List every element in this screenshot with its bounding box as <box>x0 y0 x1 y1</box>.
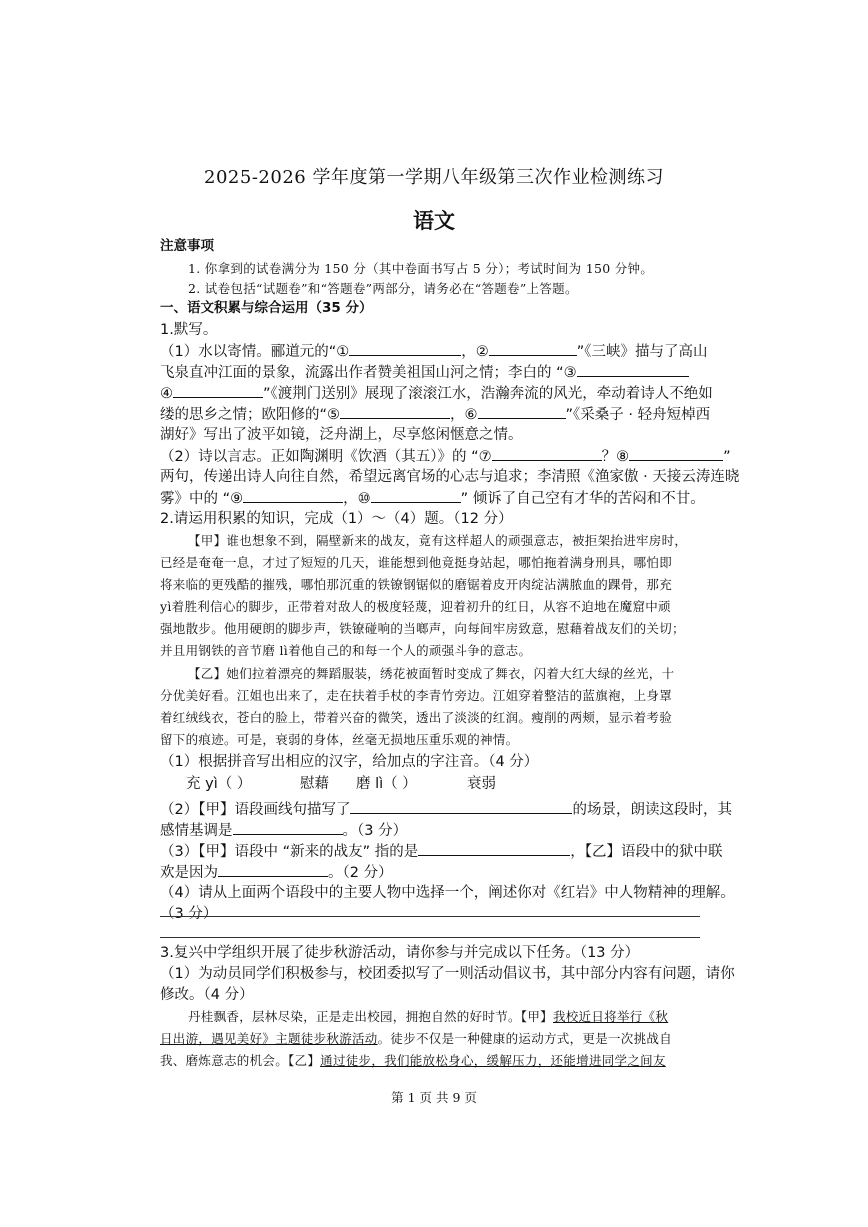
q2-sub-1-item[interactable]: 充 yì（ ） <box>186 776 252 792</box>
q3-sub-1-line-1: （1）为动员同学们积极参与，校团委拟写了一则活动倡议书，其中部分内容有问题，请你 <box>160 966 735 982</box>
q1-line-7: 两句，传递出诗人向往自然，希望远离官场的心志与追求；李清照《渔家傲 · 天接云涛连晓 <box>160 469 740 485</box>
passage-yi-line: 分优美好看。江姐也出来了，走在扶着手杖的李青竹旁边。江姐穿着整洁的蓝旗袍，上身罩 <box>160 688 673 703</box>
q1-line-8: 雾》中的 “⑨ ，⑩ ” 倾诉了自己空有才华的苦闷和不甘。 <box>160 488 705 509</box>
notice-item-2: 2. 试卷包括“试题卷”和“答题卷”两部分，请务必在“答题卷”上答题。 <box>188 281 578 296</box>
blank-q2-2b[interactable] <box>233 820 343 835</box>
blank-q2-2a[interactable] <box>350 799 572 814</box>
exam-title: 2025-2026 学年度第一学期八年级第三次作业检测练习 <box>204 167 664 188</box>
blank-8[interactable] <box>629 446 723 461</box>
passage-jia-line: 将来临的更残酷的摧残，哪怕那沉重的铁镣钢锯似的磨锯着皮开肉绽沾满脓血的踝骨，那充 <box>160 577 673 592</box>
q1-line-4: 缕的思乡之情；欧阳修的“⑤ ，⑥ ”《采桑子 · 轻舟短棹西 <box>160 404 710 425</box>
blank-1[interactable] <box>349 341 461 356</box>
blank-9[interactable] <box>243 488 343 503</box>
proposal-line-3: 我、磨炼意志的机会。【乙】通过徒步，我们能放松身心，缓解压力，还能增进同学之间友 <box>160 1053 666 1068</box>
blank-10[interactable] <box>371 488 461 503</box>
blank-2[interactable] <box>489 341 577 356</box>
q2-sub-1-item: 衰弱 <box>467 776 496 792</box>
q2-sub-1-item: 慰藉 <box>300 776 329 792</box>
passage-yi-line: 【乙】她们拉着漂亮的舞蹈服装，绣花被面暂时变成了舞衣，闪着大红大绿的丝光，十 <box>188 666 675 681</box>
q1-line-5: 湖好》写出了波平如镜，泛舟湖上，尽享悠闲惬意之情。 <box>160 427 523 443</box>
q2-sub-1-item[interactable]: 磨 lì（ ） <box>356 776 417 792</box>
blank-5[interactable] <box>340 404 450 419</box>
passage-jia-line: 强地散步。他用硬朗的脚步声，铁镣碰响的当啷声，向每间牢房致意，慰藉着战友们的关切； <box>160 621 685 636</box>
q2-sub-2-line-2: 感情基调是 。（3 分） <box>160 820 407 841</box>
q2-sub-4-line-2: （3 分） <box>160 906 218 922</box>
q2-sub-1: （1）根据拼音写出相应的汉字，给加点的字注音。（4 分） <box>160 754 539 770</box>
passage-jia-line: 已经是奄奄一息，才过了短短的几天，谁能想到他竟挺身站起，哪怕拖着满身刑具，哪怕即 <box>160 555 673 570</box>
passage-yi-line: 留下的痕迹。可是，衰弱的身体，丝毫无损地压重乐观的神情。 <box>160 732 519 747</box>
passage-jia-line: 并且用钢铁的音节磨 lì着他自己的和每一个人的顽强斗争的意志。 <box>160 643 532 658</box>
blank-7[interactable] <box>492 446 602 461</box>
proposal-line-1: 丹桂飘香，层林尽染，正是走出校园，拥抱自然的好时节。【甲】我校近日将举行《秋 <box>188 1009 669 1024</box>
answer-line[interactable] <box>160 937 700 938</box>
notice-heading: 注意事项 <box>160 238 214 254</box>
passage-jia-line: yì着胜利信心的脚步，正带着对敌人的极度轻蔑，迎着初升的红日，从容不迫地在魔窟中顽 <box>160 599 671 614</box>
blank-q2-3a[interactable] <box>418 841 570 856</box>
q3-sub-1-line-2: 修改。（4 分） <box>160 987 254 1003</box>
proposal-line-2: 日出游，遇见美好》主题徒步秋游活动。徒步不仅是一种健康的运动方式，更是一次挑战自 <box>160 1031 673 1046</box>
passage-jia-line: 【甲】谁也想象不到，隔壁新来的战友，竟有这样超人的顽强意志，被拒架抬进牢房时， <box>188 533 688 548</box>
notice-item-1: 1. 你拿到的试卷满分为 150 分（其中卷面书写占 5 分）；考试时间为 150 分钟。 <box>188 261 654 276</box>
q2-sub-4-line-1: （4）请从上面两个语段中的主要人物中选择一个，阐述你对《红岩》中人物精神的理解。 <box>160 885 735 901</box>
blank-6[interactable] <box>478 404 566 419</box>
q1-label: 1.默写。 <box>160 322 218 338</box>
section-1-heading: 一、语文积累与综合运用（35 分） <box>160 300 373 316</box>
q2-sub-3-line-2: 欢是因为 。（2 分） <box>160 862 393 883</box>
blank-4[interactable] <box>173 383 263 398</box>
q3-label: 3.复兴中学组织开展了徒步秋游活动，请你参与并完成以下任务。（13 分） <box>160 945 640 961</box>
q2-label: 2.请运用积累的知识，完成（1）～（4）题。（12 分） <box>160 511 513 527</box>
page-footer: 第 1 页 共 9 页 <box>391 1090 477 1105</box>
subject-title: 语文 <box>413 209 455 233</box>
q1-line-1: （1）水以寄情。郦道元的“① ，② ”《三峡》描与了高山 <box>160 341 708 362</box>
q1-line-6: （2）诗以言志。正如陶渊明《饮酒（其五）》的 “⑦ ？⑧ ” <box>160 446 731 467</box>
q1-line-3: ④ ”《渡荆门送别》展现了滚滚江水，浩瀚奔流的风光，牵动着诗人不绝如 <box>160 383 713 404</box>
blank-q2-3b[interactable] <box>218 862 328 877</box>
blank-3[interactable] <box>577 362 689 377</box>
q2-sub-3-line-1: （3）【甲】语段中 “新来的战友” 指的是 ，【乙】语段中的狱中联 <box>160 841 722 862</box>
q2-sub-2-line-1: （2）【甲】语段画线句描写了 的场景，朗读这段时，其 <box>160 799 732 820</box>
q1-line-2: 飞泉直冲江面的景象，流露出作者赞美祖国山河之情；李白的 “③ <box>160 362 689 383</box>
passage-yi-line: 着红绒线衣，苍白的脸上，带着兴奋的微笑，透出了淡淡的红润。瘦削的两颊，显示着考验 <box>160 710 673 725</box>
answer-line[interactable] <box>160 916 700 917</box>
